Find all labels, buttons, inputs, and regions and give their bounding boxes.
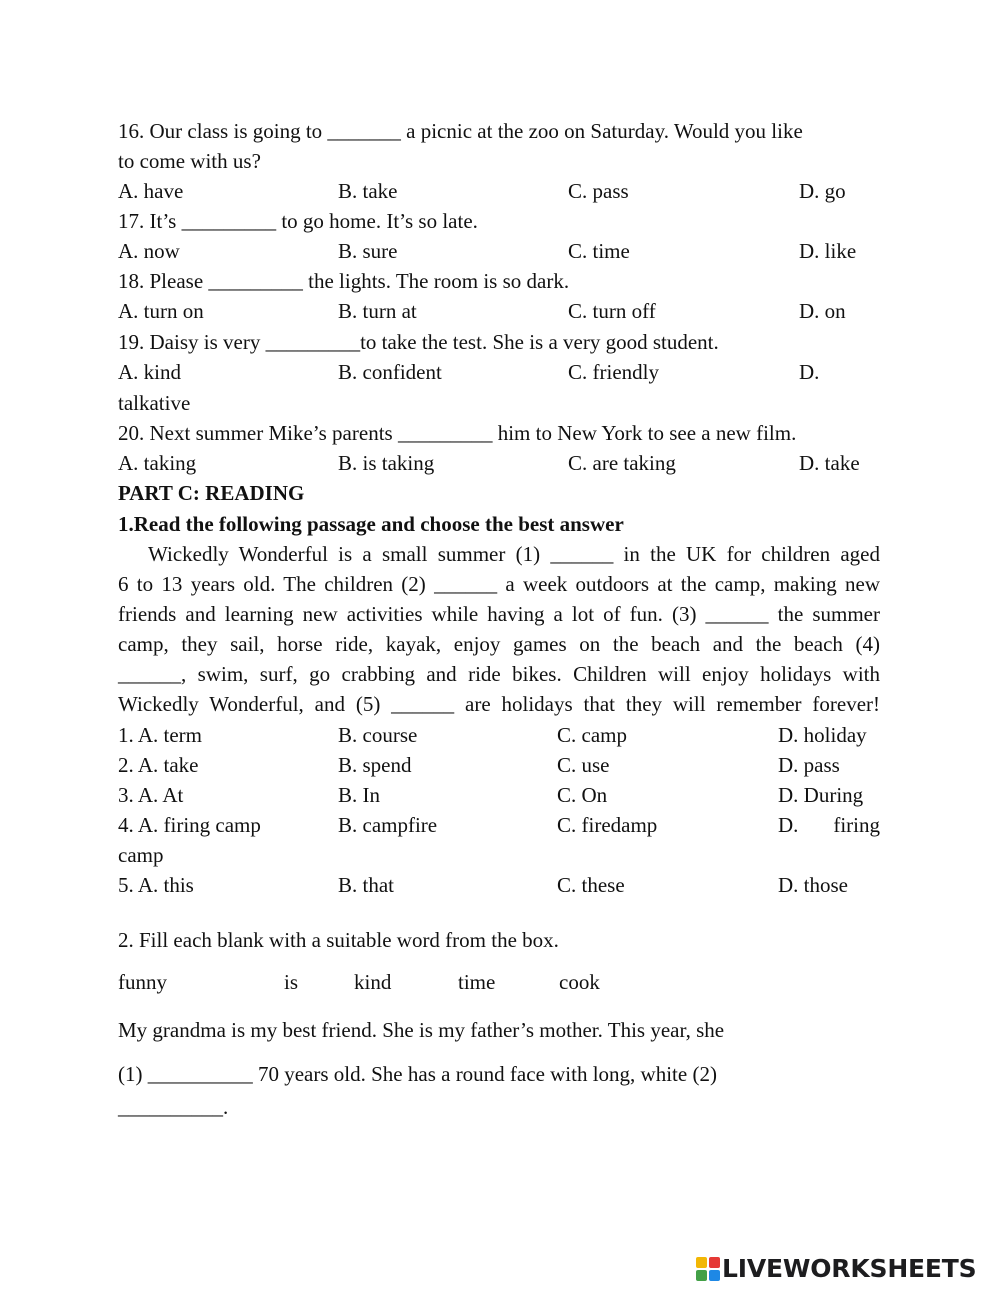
word-box-item: kind — [354, 970, 392, 994]
option-c[interactable]: C. firedamp — [557, 813, 658, 837]
fill-text-line: __________. — [118, 1095, 229, 1119]
fill-text-line: My grandma is my best friend. She is my father’s mother. This year, she — [118, 1018, 725, 1042]
option-a[interactable]: 3. A. At — [118, 783, 184, 807]
word-box-item: funny — [118, 970, 167, 994]
option-c[interactable]: C. friendly — [568, 360, 659, 384]
option-b[interactable]: B. take — [338, 179, 398, 203]
word-box-item: is — [284, 970, 299, 994]
passage-line: ______, swim, surf, go crabbing and ride bikes. Children will enjoy holidays with — [118, 662, 880, 686]
option-b[interactable]: B. confident — [338, 360, 442, 384]
option-a[interactable]: 1. A. term — [118, 723, 202, 747]
option-a[interactable]: 2. A. take — [118, 753, 199, 777]
option-c[interactable]: C. are taking — [568, 451, 676, 475]
question-17-stem: 17. It’s _________ to go home. It’s so late. — [118, 209, 478, 233]
option-b[interactable]: B. is taking — [338, 451, 435, 475]
option-a[interactable]: A. have — [118, 179, 184, 203]
option-c[interactable]: C. pass — [568, 179, 629, 203]
word-box-item: time — [458, 970, 496, 994]
passage-line: friends and learning new activities while having a lot of fun. (3) ______ the summer — [118, 602, 880, 626]
option-a[interactable]: A. now — [118, 239, 180, 263]
passage-line: camp, they sail, horse ride, kayak, enjoy games on the beach and the beach (4) — [118, 632, 880, 656]
option-d[interactable]: D. pass — [778, 753, 840, 777]
question-19-stem: 19. Daisy is very _________to take the test. She is a very good student. — [118, 330, 719, 354]
fill-text-line: (1) __________ 70 years old. She has a round face with long, white (2) — [118, 1062, 717, 1086]
question-16-stem-cont: to come with us? — [118, 149, 261, 173]
option-b[interactable]: B. that — [338, 873, 394, 897]
option-a[interactable]: 4. A. firing camp — [118, 813, 261, 837]
question-20-stem: 20. Next summer Mike’s parents _________ him to New York to see a new film. — [118, 421, 797, 445]
option-d[interactable]: D. holiday — [778, 723, 867, 747]
option-c[interactable]: C. time — [568, 239, 630, 263]
option-c[interactable]: C. camp — [557, 723, 627, 747]
option-b[interactable]: B. In — [338, 783, 380, 807]
option-c[interactable]: C. use — [557, 753, 610, 777]
word-box-item: cook — [559, 970, 600, 994]
part-c-heading: PART C: READING — [118, 481, 305, 505]
option-b[interactable]: B. campfire — [338, 813, 438, 837]
option-a[interactable]: 5. A. this — [118, 873, 194, 897]
option-a[interactable]: A. kind — [118, 360, 181, 384]
question-18-stem: 18. Please _________ the lights. The room is so dark. — [118, 269, 570, 293]
passage-line: Wickedly Wonderful, and (5) ______ are holidays that they will remember forever! — [118, 692, 880, 716]
liveworksheets-logo[interactable] — [696, 1254, 992, 1284]
option-d[interactable]: D. — [778, 813, 799, 837]
option-a[interactable]: A. taking — [118, 451, 197, 475]
liveworksheets-logo-icon — [696, 1257, 720, 1281]
option-d[interactable]: D. go — [799, 179, 846, 203]
passage-line: 6 to 13 years old. The children (2) ______ a week outdoors at the camp, making new — [118, 572, 880, 596]
option-b[interactable]: B. spend — [338, 753, 412, 777]
option-c[interactable]: C. turn off — [568, 299, 656, 323]
reading-task-1-heading: 1.Read the following passage and choose the best answer — [118, 512, 624, 536]
reading-task-2-heading: 2. Fill each blank with a suitable word from the box. — [118, 928, 559, 952]
option-c[interactable]: C. these — [557, 873, 625, 897]
option-d[interactable]: D. like — [799, 239, 857, 263]
option-d[interactable]: D. take — [799, 451, 860, 475]
question-16-stem: 16. Our class is going to _______ a picnic at the zoo on Saturday. Would you like — [118, 119, 803, 143]
liveworksheets-logo-text: LIVEWORKSHEETS — [722, 1254, 977, 1283]
option-a[interactable]: A. turn on — [118, 299, 204, 323]
option-d-text[interactable]: firing — [833, 813, 880, 837]
option-c[interactable]: C. On — [557, 783, 608, 807]
option-b[interactable]: B. turn at — [338, 299, 417, 323]
option-d[interactable]: D. on — [799, 299, 846, 323]
option-b[interactable]: B. course — [338, 723, 418, 747]
option-d[interactable]: D. those — [778, 873, 848, 897]
option-d[interactable]: D. — [799, 360, 820, 384]
answer-row-4-cont[interactable]: camp — [118, 843, 164, 867]
question-19-option-d-cont[interactable]: talkative — [118, 391, 191, 415]
passage-line: Wickedly Wonderful is a small summer (1) ______ in the UK for children aged — [148, 542, 880, 566]
option-d[interactable]: D. During — [778, 783, 864, 807]
option-b[interactable]: B. sure — [338, 239, 398, 263]
